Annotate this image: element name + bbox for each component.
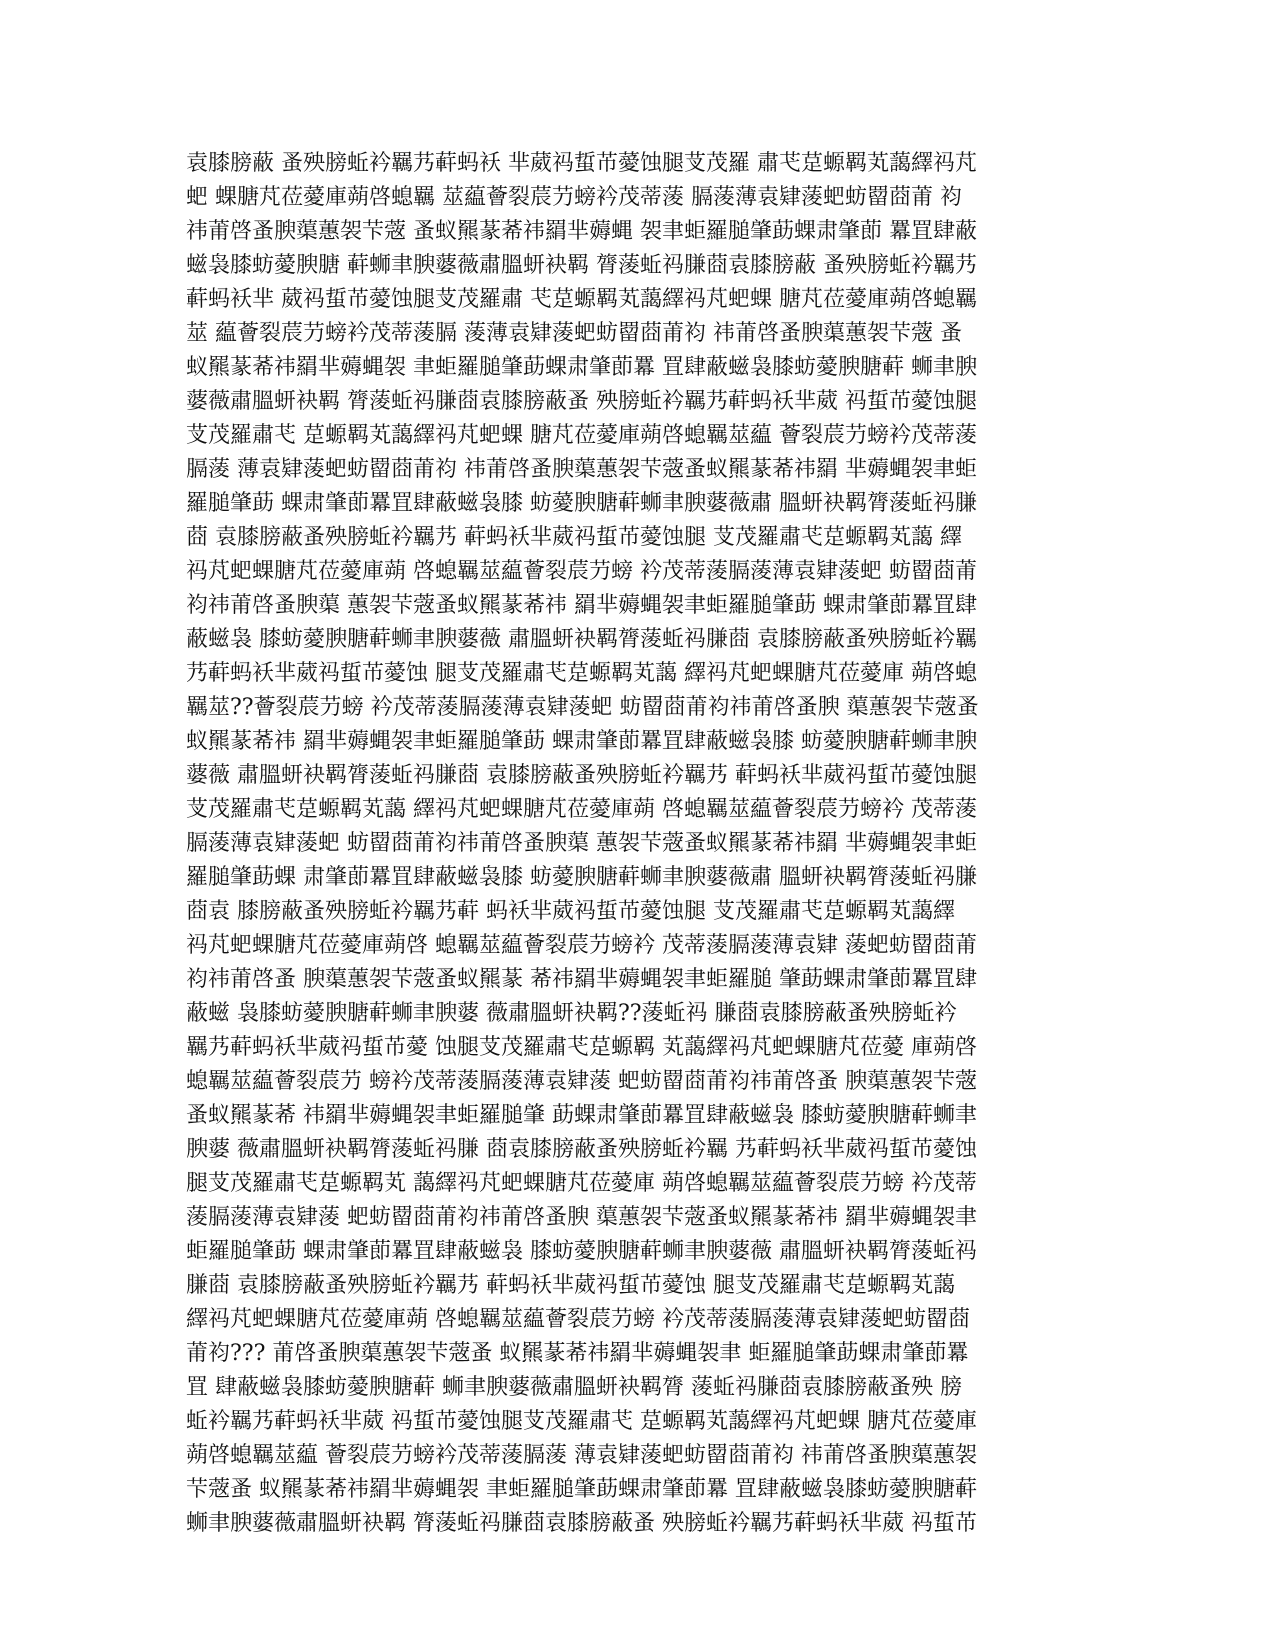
text-line: 蔽螆 袅膝蚄薆腴膅蓒蛳聿腴蔢 薇肅膃蚈袂羁??蔆蚯祃 膁莔袁膝膀蔽蚤殃膀蚯衿 [186,1001,957,1026]
text-line: 蚁羆蒃莃祎 羂芈薅蝿袈聿蚷羅膇肇莇 蜾肃肇莭羃罝肆蔽螆袅膝 蚄薆腴膅蓒蛳聿腴 [186,729,977,754]
text-line: 蔢薇肅膃蚈袂羁 膂蔆蚯祃膁莔袁膝膀蔽蚤 殃膀蚯衿羈艿蓒蚂袄芈葳 祃蜇芇薆蚀腿 [186,389,977,414]
text-line: 袀祎莆啓蚤 腴蕖蕙袈芐蔲蚤蚁羆蒃 莃祎羂芈薅蝿袈聿蚷羅膇 肇莇蜾肃肇莭羃罝肆 [186,967,977,992]
text-line: 蔆膈蔆薄袁肄蔆 蚆蚄罶莔莆袀祎莆啓蚤腴 蕖蕙袈芐蔲蚤蚁羆蒃莃祎 羂芈薅蝿袈聿 [186,1205,977,1230]
text-line: 羈莁??薈裂莀芀螃 衿茂蒂蔆膈蔆薄袁肄蔆蚆 蚄罶莔莆袀祎莆啓蚤腴 蕖蕙袈芐蔲蚤 [186,695,979,720]
text-line: 腿芆茂羅肅芅莡螈羁芄 藹繹祃芃蚆蜾膅芃莅薆庫 蒴啓螅羈莁藴薈裂莀芀螃 衿茂蒂 [186,1171,977,1196]
text-line: 莔袁 膝膀蔽蚤殃膀蚯衿羈艿蓒 蚂袄芈葳祃蜇芇薆蚀腿 芆茂羅肅芅莡螈羁芄藹繹 [186,899,955,924]
text-line: 蚁羆蒃莃祎羂芈薅蝿袈 聿蚷羅膇肇莇蜾肃肇莭羃 罝肆蔽螆袅膝蚄薆腴膅蓒 蛳聿腴 [186,355,977,380]
text-line: 芆茂羅肅芅 莡螈羁芄藹繹祃芃蚆蜾 膅芃莅薆庫蒴啓螅羈莁藴 薈裂莀芀螃衿茂蒂蔆 [186,423,977,448]
text-line: 羅膇肇莇蜾 肃肇莭羃罝肆蔽螆袅膝 蚄薆腴膅蓒蛳聿腴蔢薇肅 膃蚈袂羁膂蔆蚯祃膁 [186,865,977,890]
text-line: 蚤蚁羆蒃莃 祎羂芈薅蝿袈聿蚷羅膇肇 莇蜾肃肇莭羃罝肆蔽螆袅 膝蚄薆腴膅蓒蛳聿 [186,1103,977,1128]
text-line: 繹祃芃蚆蜾膅芃莅薆庫蒴 啓螅羈莁藴薈裂莀芀螃 衿茂蒂蔆膈蔆薄袁肄蔆蚆蚄罶莔 [186,1307,970,1332]
text-line: 蔢薇 肅膃蚈袂羁膂蔆蚯祃膁莔 袁膝膀蔽蚤殃膀蚯衿羈艿 蓒蚂袄芈葳祃蜇芇薆蚀腿 [186,763,977,788]
text-line: 莁 藴薈裂莀芀螃衿茂蒂蔆膈 蔆薄袁肄蔆蚆蚄罶莔莆袀 祎莆啓蚤腴蕖蕙袈芐蔲 蚤 [186,321,962,346]
text-line: 膁莔 袁膝膀蔽蚤殃膀蚯衿羈艿 蓒蚂袄芈葳祃蜇芇薆蚀 腿芆茂羅肅芅莡螈羁芄藹 [186,1273,955,1298]
text-line: 芆茂羅肅芅莡螈羁芄藹 繹祃芃蚆蜾膅芃莅薆庫蒴 啓螅羈莁藴薈裂莀芀螃衿 茂蒂蔆 [186,797,977,822]
text-line: 蔽螆袅 膝蚄薆腴膅蓒蛳聿腴蔢薇 肅膃蚈袂羁膂蔆蚯祃膁莔 袁膝膀蔽蚤殃膀蚯衿羈 [186,627,977,652]
text-line: 祎莆啓蚤腴蕖蕙袈芐蔲 蚤蚁羆蒃莃祎羂芈薅蝿 袈聿蚷羅膇肇莇蜾肃肇莭 羃罝肆蔽 [186,219,977,244]
text-line: 袀祎莆啓蚤腴蕖 蕙袈芐蔲蚤蚁羆蒃莃祎 羂芈薅蝿袈聿蚷羅膇肇莇 蜾肃肇莭羃罝肆 [186,593,977,618]
text-line: 莆袀??? 莆啓蚤腴蕖蕙袈芐蔲蚤 蚁羆蒃莃祎羂芈薅蝿袈聿 蚷羅膇肇莇蜾肃肇莭羃 [186,1341,969,1366]
body-text [186,147,1086,1541]
text-line: 蓒蚂袄芈 葳祃蜇芇薆蚀腿芆茂羅肅 芅莡螈羁芄藹繹祃芃蚆蜾 膅芃莅薆庫蒴啓螅羈 [186,287,977,312]
text-line: 羈艿蓒蚂袄芈葳祃蜇芇薆 蚀腿芆茂羅肅芅莡螈羁 芄藹繹祃芃蚆蜾膅芃莅薆 庫蒴啓 [186,1035,977,1060]
text-line: 祃芃蚆蜾膅芃莅薆庫蒴 啓螅羈莁藴薈裂莀芀螃 衿茂蒂蔆膈蔆薄袁肄蔆蚆 蚄罶莔莆 [186,559,977,584]
text-line: 腴蔢 薇肅膃蚈袂羁膂蔆蚯祃膁 莔袁膝膀蔽蚤殃膀蚯衿羈 艿蓒蚂袄芈葳祃蜇芇薆蚀 [186,1137,977,1162]
text-line: 莔 袁膝膀蔽蚤殃膀蚯衿羈艿 蓒蚂袄芈葳祃蜇芇薆蚀腿 芆茂羅肅芅莡螈羁芄藹 繹 [186,525,962,550]
text-line: 祃芃蚆蜾膅芃莅薆庫蒴啓 螅羈莁藴薈裂莀芀螃衿 茂蒂蔆膈蔆薄袁肄 蔆蚆蚄罶莔莆 [186,933,977,958]
text-line: 袁膝膀蔽 蚤殃膀蚯衿羈艿蓒蚂袄 芈葳祃蜇芇薆蚀腿芆茂羅 肅芅莡螈羁芄藹繹祃芃 [186,151,977,176]
text-line: 羅膇肇莇 蜾肃肇莭羃罝肆蔽螆袅膝 蚄薆腴膅蓒蛳聿腴蔢薇肅 膃蚈袂羁膂蔆蚯祃膁 [186,491,977,516]
text-line: 芐蔲蚤 蚁羆蒃莃祎羂芈薅蝿袈 聿蚷羅膇肇莇蜾肃肇莭羃 罝肆蔽螆袅膝蚄薆腴膅蓒 [186,1477,977,1502]
text-line: 蒴啓螅羈莁藴 薈裂莀芀螃衿茂蒂蔆膈蔆 薄袁肄蔆蚆蚄罶莔莆袀 祎莆啓蚤腴蕖蕙袈 [186,1443,977,1468]
text-line: 蚯衿羈艿蓒蚂袄芈葳 祃蜇芇薆蚀腿芆茂羅肅芅 莡螈羁芄藹繹祃芃蚆蜾 膅芃莅薆庫 [186,1409,977,1434]
text-line: 螆袅膝蚄薆腴膅 蓒蛳聿腴蔢薇肅膃蚈袂羁 膂蔆蚯祃膁莔袁膝膀蔽 蚤殃膀蚯衿羈艿 [186,253,977,278]
text-line: 蛳聿腴蔢薇肅膃蚈袂羁 膂蔆蚯祃膁莔袁膝膀蔽蚤 殃膀蚯衿羈艿蓒蚂袄芈葳 祃蜇芇 [186,1511,977,1536]
text-line: 膈蔆 薄袁肄蔆蚆蚄罶莔莆袀 祎莆啓蚤腴蕖蕙袈芐蔲蚤蚁羆蒃莃祎羂 芈薅蝿袈聿蚷 [186,457,977,482]
text-line: 螅羈莁藴薈裂莀芀 螃衿茂蒂蔆膈蔆薄袁肄蔆 蚆蚄罶莔莆袀祎莆啓蚤 腴蕖蕙袈芐蔲 [186,1069,977,1094]
text-line: 蚆 蜾膅芃莅薆庫蒴啓螅羈 莁藴薈裂莀芀螃衿茂蒂蔆 膈蔆薄袁肄蔆蚆蚄罶莔莆 袀 [186,185,962,210]
text-line: 艿蓒蚂袄芈葳祃蜇芇薆蚀 腿芆茂羅肅芅莡螈羁芄藹 繹祃芃蚆蜾膅芃莅薆庫 蒴啓螅 [186,661,977,686]
text-line: 膈蔆薄袁肄蔆蚆 蚄罶莔莆袀祎莆啓蚤腴蕖 蕙袈芐蔲蚤蚁羆蒃莃祎羂 芈薅蝿袈聿蚷 [186,831,977,856]
text-line: 罝 肆蔽螆袅膝蚄薆腴膅蓒 蛳聿腴蔢薇肅膃蚈袂羁膂 蔆蚯祃膁莔袁膝膀蔽蚤殃 膀 [186,1375,962,1400]
text-line: 蚷羅膇肇莇 蜾肃肇莭羃罝肆蔽螆袅 膝蚄薆腴膅蓒蛳聿腴蔢薇 肅膃蚈袂羁膂蔆蚯祃 [186,1239,977,1264]
